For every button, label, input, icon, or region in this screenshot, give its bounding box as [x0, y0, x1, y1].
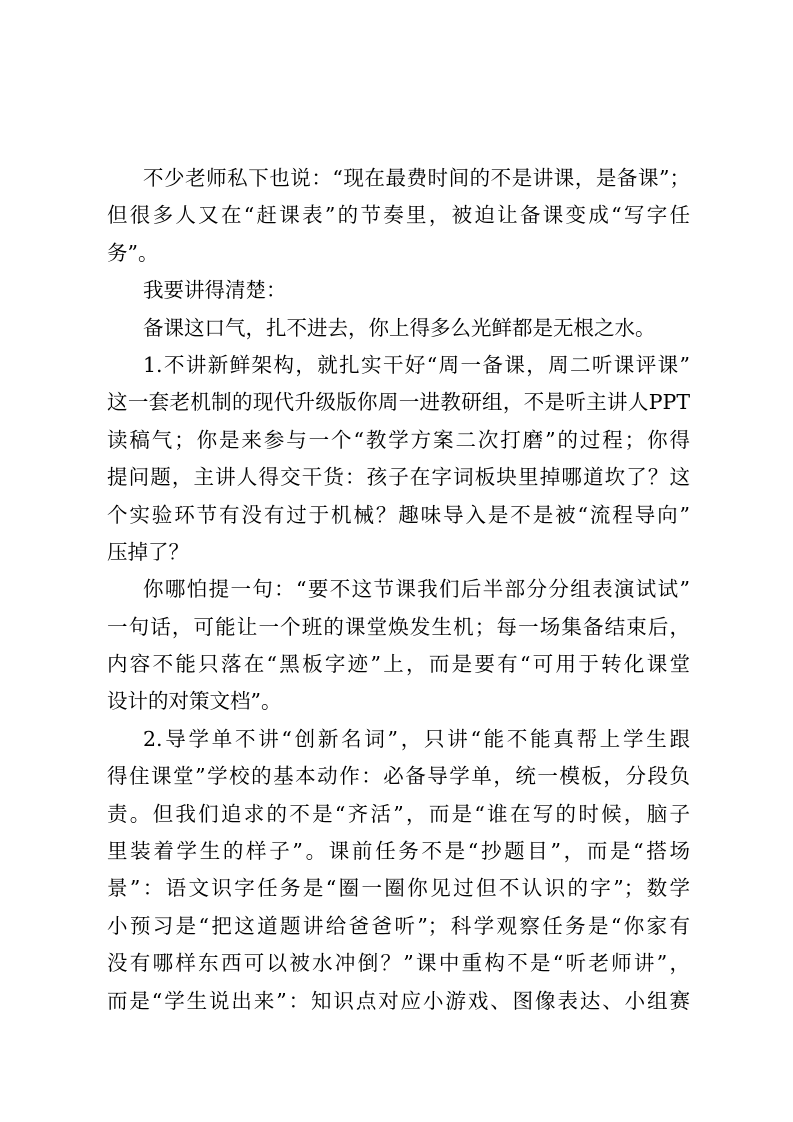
paragraph-6-line: 得住课堂”学校的基本动作：必备导学单，统一模板，分段负: [107, 764, 690, 789]
paragraph-4-line: 压掉了？: [107, 539, 189, 564]
paragraph-5-line: 内容不能只落在“黑板字迹”上，而是要有“可用于转化课堂: [107, 652, 690, 677]
paragraph-4-line: 提问题，主讲人得交干货：孩子在字词板块里掉哪道坎了？这: [107, 465, 690, 490]
paragraph-6-line: 景”：语文识字任务是“圈一圈你见过但不认识的字”；数学: [107, 876, 690, 901]
paragraph-6-line: 小预习是“把这道题讲给爸爸听”；科学观察任务是“你家有: [107, 913, 690, 938]
document-body: [107, 160, 690, 1020]
paragraph-5-line: 设计的对策文档”。: [107, 689, 282, 714]
paragraph-5-line: 你哪怕提一句：“要不这节课我们后半部分分组表演试试”: [143, 577, 690, 602]
paragraph-4-line: 这一套老机制的现代升级版你周一进教研组，不是听主讲人PPT: [107, 390, 690, 415]
paragraph-1-line: 不少老师私下也说：“现在最费时间的不是讲课，是备课”；: [143, 166, 690, 190]
paragraph-5-line: 一句话，可能让一个班的课堂焕发生机；每一场集备结束后，: [107, 614, 690, 639]
paragraph-6-line: 而是“学生说出来”：知识点对应小游戏、图像表达、小组赛: [107, 988, 690, 1013]
paragraph-4-line: 个实验环节有没有过于机械？趣味导入是不是被“流程导向”: [107, 502, 690, 527]
paragraph-3-line: 备课这口气，扎不进去，你上得多么光鲜都是无根之水。: [143, 315, 656, 340]
paragraph-6-line: 里装着学生的样子”。课前任务不是“抄题目”，而是“搭场: [107, 839, 690, 864]
paragraph-6-line: 责。但我们追求的不是“齐活”，而是“谁在写的时候，脑子: [107, 801, 690, 826]
paragraph-4-line: 读稿气；你是来参与一个“教学方案二次打磨”的过程；你得: [107, 427, 690, 452]
paragraph-1-line: 但很多人又在“赶课表”的节奏里，被迫让备课变成“写字任: [107, 203, 690, 228]
paragraph-1-line: 务”。: [107, 240, 159, 265]
paragraph-4-line: 1.不讲新鲜架构，就扎实干好“周一备课，周二听课评课”: [143, 352, 690, 377]
paragraph-6-line: 2.导学单不讲“创新名词”，只讲“能不能真帮上学生跟: [143, 726, 690, 751]
paragraph-6-line: 没有哪样东西可以被水冲倒？”课中重构不是“听老师讲”，: [107, 951, 690, 976]
paragraph-2-line: 我要讲得清楚：: [143, 278, 287, 303]
